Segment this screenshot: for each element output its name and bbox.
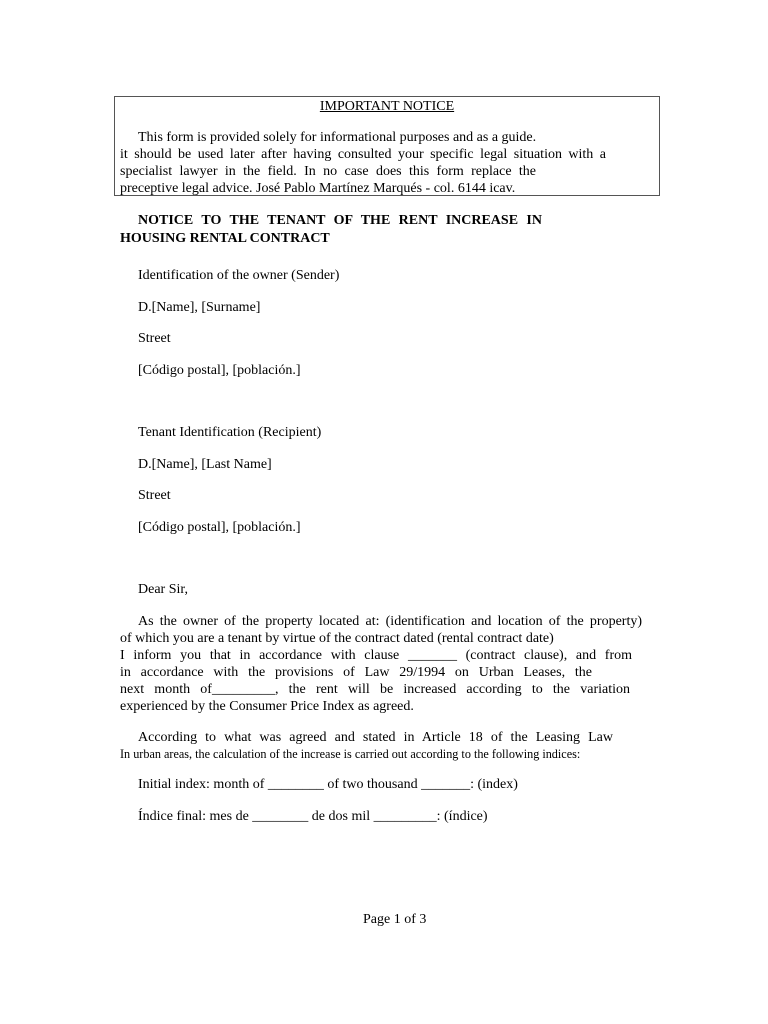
final-index-line: Índice final: mes de ________ de dos mil _________: (índice) (138, 809, 488, 824)
sender-label: Identification of the owner (Sender) (138, 268, 340, 283)
sender-city: [Código postal], [población.] (138, 363, 301, 378)
initial-index-line: Initial index: month of ________ of two thousand _______: (index) (138, 777, 518, 792)
body-line-3: I inform you that in accordance with clause _______ (contract clause), and from (120, 648, 632, 663)
notice-title: IMPORTANT NOTICE (319, 99, 455, 114)
body-para2-line-2: In urban areas, the calculation of the increase is carried out according to the following indices: (120, 747, 581, 761)
recipient-name: D.[Name], [Last Name] (138, 457, 272, 472)
greeting: Dear Sir, (138, 582, 188, 597)
document-heading-line-1: NOTICE TO THE TENANT OF THE RENT INCREASE IN (138, 213, 542, 228)
recipient-city: [Código postal], [población.] (138, 520, 301, 535)
body-line-5: next month of_________, the rent will be increased according to the variation (120, 682, 630, 697)
recipient-label: Tenant Identification (Recipient) (138, 425, 322, 440)
notice-line-3: specialist lawyer in the field. In no case does this form replace the (120, 164, 536, 179)
notice-line-1: This form is provided solely for informational purposes and as a guide. (138, 130, 537, 145)
notice-line-4: preceptive legal advice. José Pablo Martínez Marqués - col. 6144 icav. (120, 181, 516, 196)
notice-line-2: it should be used later after having consulted your specific legal situation with a (120, 147, 606, 162)
document-heading-line-2: HOUSING RENTAL CONTRACT (120, 231, 330, 246)
body-line-6: experienced by the Consumer Price Index as agreed. (120, 699, 414, 714)
body-line-2: of which you are a tenant by virtue of the contract dated (rental contract date) (120, 631, 554, 646)
sender-street: Street (138, 331, 171, 346)
body-line-1: As the owner of the property located at: (identification and location of the property) (138, 614, 642, 629)
page-number: Page 1 of 3 (363, 912, 427, 927)
body-para2-line-1: According to what was agreed and stated in Article 18 of the Leasing Law (138, 730, 613, 745)
recipient-street: Street (138, 488, 171, 503)
body-line-4: in accordance with the provisions of Law 29/1994 on Urban Leases, the (120, 665, 592, 680)
sender-name: D.[Name], [Surname] (138, 300, 261, 315)
